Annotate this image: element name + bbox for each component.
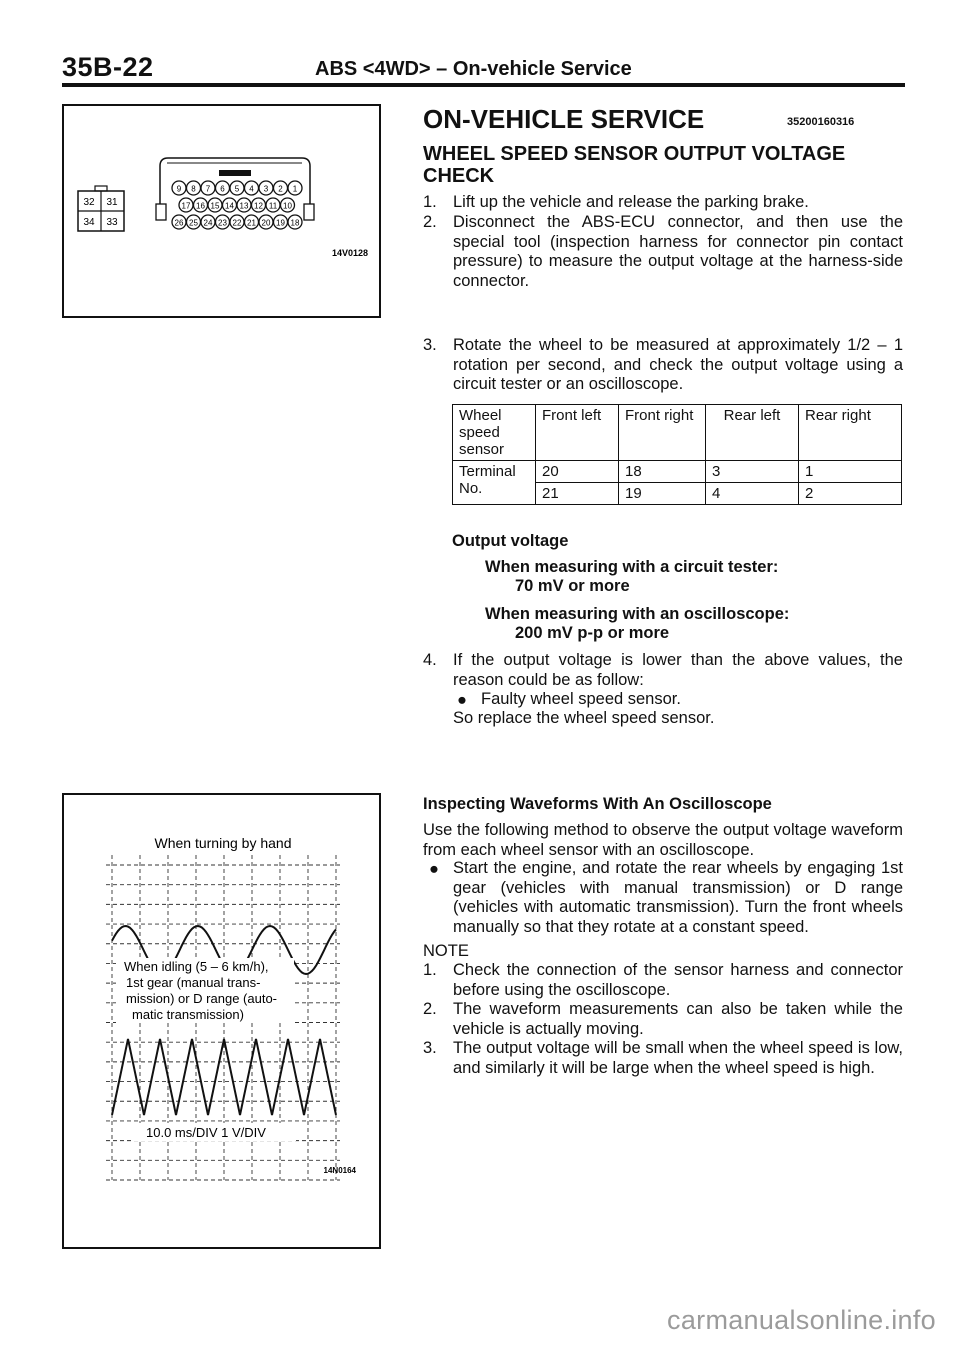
pin-label: 26 <box>174 218 184 228</box>
pin-label: 10 <box>283 201 292 211</box>
pin-label: 17 <box>181 201 191 211</box>
note-number: 2. <box>423 1000 437 1018</box>
tester-label: When measuring with a circuit tester: <box>485 558 779 576</box>
table-header-cell: Wheel speed sensor <box>453 405 536 461</box>
step-text: Disconnect the ABS-ECU connector, and then use the special tool (inspection harness for connector pin contact pressure) to measure the output voltage at the harness-side connector. <box>453 213 903 290</box>
step-4 <box>423 651 903 731</box>
pin-label: 3 <box>263 184 269 194</box>
label-idle: matic transmission) <box>132 1007 244 1022</box>
step-text: Lift up the vehicle and release the parking brake. <box>453 193 809 211</box>
pin-label: 31 <box>106 197 118 208</box>
note-number: 3. <box>423 1039 437 1057</box>
label-scale: 10.0 ms/DIV 1 V/DIV <box>146 1125 266 1140</box>
pin-label: 9 <box>176 184 182 194</box>
table-cell: 3 <box>706 461 799 483</box>
pin-label: 6 <box>220 184 225 194</box>
scope-value: 200 mV p-p or more <box>515 624 670 642</box>
label-hand: When turning by hand <box>154 835 292 851</box>
bullet-icon: ● <box>457 691 467 709</box>
table-cell: 4 <box>706 483 799 505</box>
table-cell: 1 <box>799 461 902 483</box>
pin-label: 5 <box>234 184 240 194</box>
note-text: The waveform measurements can also be taken while the vehicle is actually moving. <box>453 1000 903 1038</box>
connector-figure <box>62 104 381 318</box>
pin-label: 12 <box>254 201 263 211</box>
subsection-title: WHEEL SPEED SENSOR OUTPUT VOLTAGE CHECK <box>423 143 846 187</box>
step-text: If the output voltage is lower than the above values, the reason could be as follow: <box>453 651 903 689</box>
step-number: 1. <box>423 193 437 211</box>
bullet-text: Start the engine, and rotate the rear wheels by engaging 1st gear (vehicles with manual transmission) or D range (vehicles with automatic transmission). Turn the front wheels manually so that they rotate at a constant speed. <box>453 859 903 936</box>
table-header-cell: Rear left <box>706 405 799 461</box>
step-number: 2. <box>423 213 437 231</box>
figure-code: 14N0164 <box>323 1166 356 1175</box>
pin-label: 16 <box>196 201 205 211</box>
waveforms-heading: Inspecting Waveforms With An Oscilloscope <box>423 795 772 813</box>
step-3 <box>423 336 903 396</box>
table-row <box>453 405 902 461</box>
scope-label: When measuring with an oscilloscope: <box>485 605 790 623</box>
pin-label: 23 <box>218 218 227 228</box>
pin-label: 8 <box>191 184 196 194</box>
steps-1-2 <box>423 193 903 293</box>
notes-list <box>423 961 903 1131</box>
pin-label: 2 <box>278 184 283 194</box>
note-text: The output voltage will be small when the wheel speed is low, and similarly it will be large when the wheel speed is high. <box>453 1039 903 1077</box>
note-label: NOTE <box>423 942 469 960</box>
pin-label: 25 <box>189 218 198 228</box>
connector-pins <box>172 181 302 229</box>
pin-label: 18 <box>290 218 300 228</box>
pin-label: 1 <box>292 184 298 194</box>
step-number: 3. <box>423 336 437 354</box>
table-header-cell: Front left <box>536 405 619 461</box>
table-row <box>453 461 902 483</box>
note-number: 1. <box>423 961 437 979</box>
table-cell: 19 <box>619 483 706 505</box>
pin-label: 11 <box>268 201 278 211</box>
header-rule <box>62 83 905 87</box>
table-cell: 2 <box>799 483 902 505</box>
pin-label: 33 <box>106 217 118 228</box>
label-idle: mission) or D range (auto- <box>126 991 277 1006</box>
table-header-cell: Rear right <box>799 405 902 461</box>
table-cell: 21 <box>536 483 619 505</box>
waveform-figure <box>62 793 381 1249</box>
pin-label: 15 <box>210 201 220 211</box>
terminal-table <box>452 404 902 505</box>
page-header-title: ABS <4WD> – On-vehicle Service <box>315 58 632 80</box>
table-cell: Terminal No. <box>453 461 536 505</box>
conclusion-text: So replace the wheel speed sensor. <box>453 709 715 727</box>
table-cell: 20 <box>536 461 619 483</box>
pin-label: 32 <box>83 197 95 208</box>
figure-code: 14V0128 <box>331 248 368 258</box>
tester-value: 70 mV or more <box>515 577 630 595</box>
pin-label: 19 <box>276 218 285 228</box>
table-cell: 18 <box>619 461 706 483</box>
section-code: 35200160316 <box>787 116 855 128</box>
output-heading: Output voltage <box>452 532 569 550</box>
pin-label: 14 <box>225 201 234 211</box>
waveform-diagram <box>64 795 379 1247</box>
pin-label: 20 <box>261 218 271 228</box>
pin-label: 24 <box>203 218 213 228</box>
pin-label: 34 <box>83 217 95 228</box>
step-text: Rotate the wheel to be measured at approximately 1/2 – 1 rotation per second, and check the output voltage using a circuit tester or an oscilloscope. <box>453 336 903 393</box>
bullet-icon: ● <box>429 860 439 878</box>
bullet-text: Faulty wheel speed sensor. <box>481 690 681 708</box>
section-title: ON-VEHICLE SERVICE <box>423 104 705 134</box>
pin-label: 7 <box>205 184 211 194</box>
pin-label: 22 <box>232 218 242 228</box>
waveforms-intro: Use the following method to observe the output voltage waveform from each wheel sensor with an oscilloscope. <box>423 821 903 859</box>
pin-label: 4 <box>249 184 254 194</box>
label-idle: When idling (5 – 6 km/h), <box>124 959 269 974</box>
step-number: 4. <box>423 651 437 669</box>
watermark: carmanualsonline.info <box>667 1305 936 1335</box>
connector-diagram <box>64 106 379 316</box>
pin-label: 13 <box>239 201 249 211</box>
pin-label: 21 <box>247 218 256 228</box>
table-header-cell: Front right <box>619 405 706 461</box>
note-text: Check the connection of the sensor harness and connector before using the oscilloscope. <box>453 961 903 999</box>
waveforms-bullet <box>423 859 903 939</box>
label-idle: 1st gear (manual trans- <box>126 975 261 990</box>
page-number: 35B-22 <box>62 52 154 82</box>
